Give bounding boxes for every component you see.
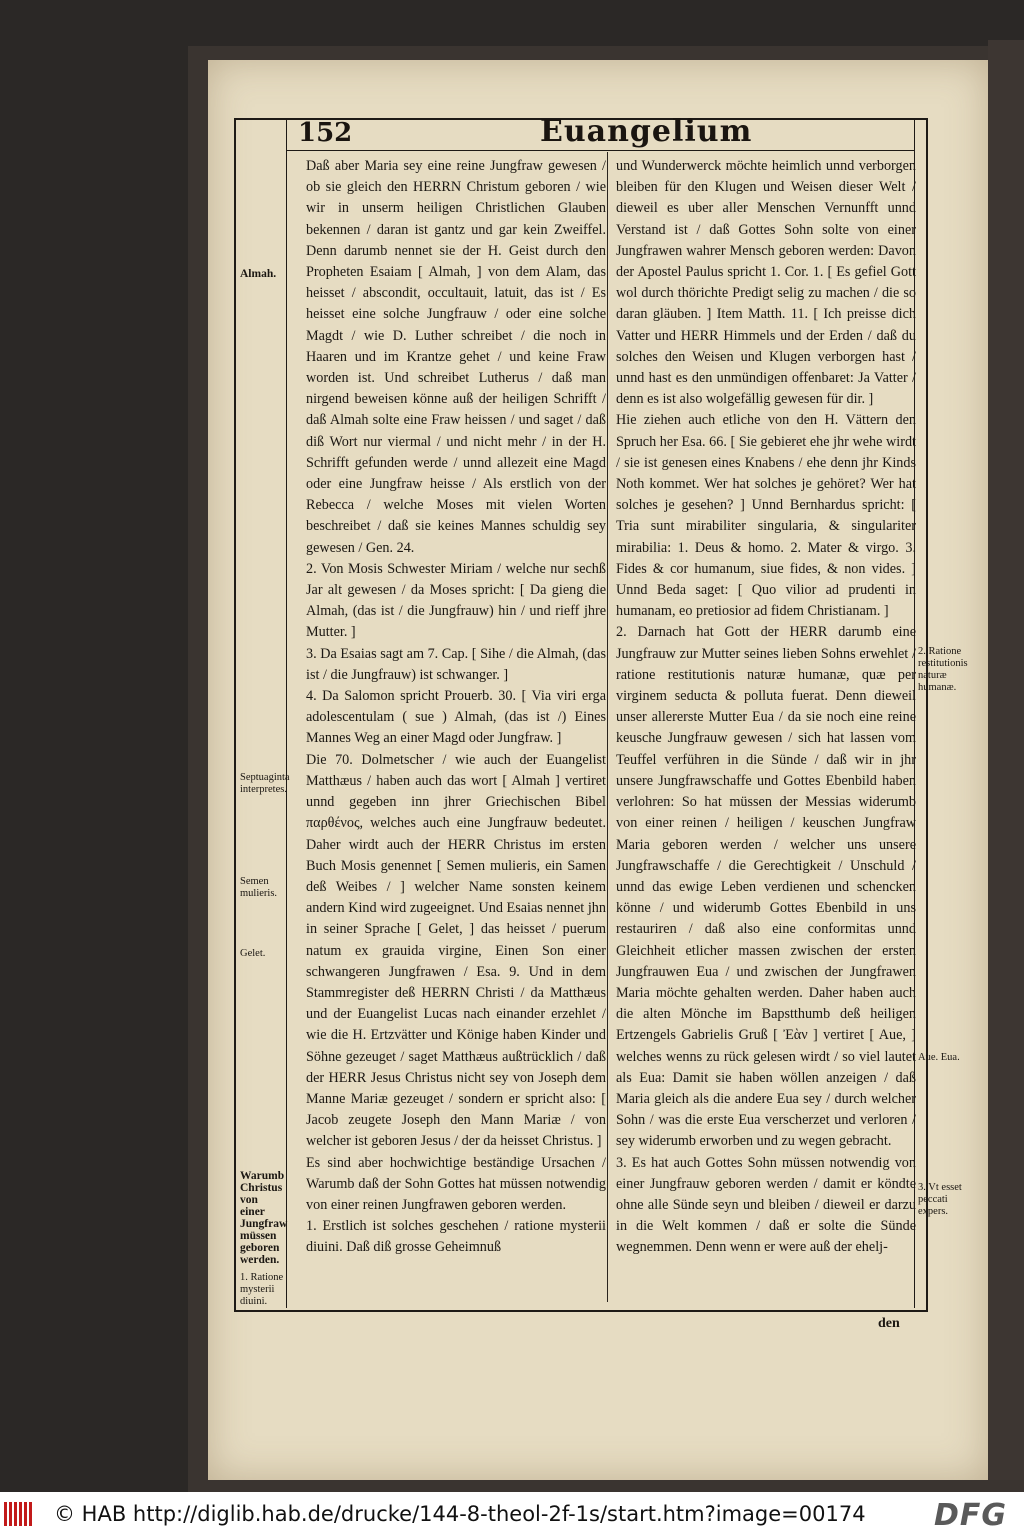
margin-note-warumb: Warumb Christus von einer Jungfraw müssen geboren werden. [240,1170,288,1266]
left-margin-rule [286,118,287,1308]
header-rule [286,150,914,151]
catchword: den [878,1316,900,1331]
facing-page-edge [988,40,1024,1480]
copyright-url[interactable]: © HAB http://diglib.hab.de/drucke/144-8-theol-2f-1s/start.htm?image=00174 [54,1502,866,1526]
left-text-column [306,156,606,1259]
paragraph: 3. Es hat auch Gottes Sohn müssen notwendig von einer Jungfrauw geboren werden / damit er köndte ohne alle Sünde seyn und bleiben / dieweil er darzu in die Welt kommen / daß er solte die Sünde wegnemmen. Denn wenn er were auß der ehelj- [616,1154,916,1256]
paragraph: Es sind aber hochwichtige beständige Ursachen / Warumb daß der Sohn Gottes hat müssen notwendig von einer reinen Jungfrawen geboren werden. [306,1154,606,1213]
paragraph: und Wunderwerck möchte heimlich unnd verborgen bleiben für den Klugen und Weisen dieser Welt / dieweil es uber aller Menschen Vernunfft unnd Verstand ist / daß Gottes Sohn solte von einer Jungfrawen wahrer Mensch geboren werden: Davon der Apostel Paulus spricht 1. Cor. 1. [ Es gefiel Gott wol durch thörichte Predigt selig zu machen / die so daran gläuben. ] Item Matth. 11. [ Ich preisse dich Vatter und HERR Himmels und der Erden / daß du solches den Weisen und Klugen verborgen hast / unnd hast es den unmündigen offenbaret: Ja Vatter / denn es ist also wolgefällig gewesen für dir. ] [616,158,916,408]
margin-note-ratione-1: 1. Ratione mysterii diuini. [240,1272,284,1307]
margin-note-aue: Aue. Eua. [918,1052,960,1063]
paragraph: 1. Erstlich ist solches geschehen / ratione mysterii diuini. Daß diß grosse Geheimnuß [306,1218,606,1256]
margin-note-semen: Semen mulieris. [240,876,278,899]
margin-note-almah: Almah. [240,268,277,280]
running-head: Euangelium [540,114,753,149]
paragraph: 3. Da Esaias sagt am 7. Cap. [ Sihe / die Almah, (das ist / die Jungfrauw) ist schwanger. ] [306,645,606,683]
paragraph: 2. Von Mosis Schwester Miriam / welche nur sechß Jar alt gewesen / da Moses spricht: [ Da gieng die Almah, (das ist / die Jungfrauw) hin / und rieff jhre Mutter. ] [306,560,606,641]
page-number: 152 [298,118,353,148]
right-text-column [616,156,916,1259]
column-divider [607,152,608,1302]
viewer-footer [0,1492,1024,1538]
paragraph: Die 70. Dolmetscher / wie auch der Euangelist Matthæus / haben auch das wort [ Almah ] vertiret unnd gegeben inn jhrer Griechischen Bibel παρθένος, welches auch eine Jungfrauw bedeutet. Daher wirdt auch der HERR Christus im ersten Buch Mosis genennet [ Semen mulieris, ein Samen deß Weibes / ] welcher Name sonsten keinem andern Kind wird zugeeignet. Und Esaias nennet jhn in seiner Sprache [ Gelet, ] das heisset / puerum natum ex grauida virgine, Einen Son einer schwangeren Jungfrawen / Esa. 9. Und in dem Stammregister deß HERRN Christi / da Matthæus und der Euangelist Lucas nach einander erzehlet / wie die H. Ertzvätter und Könige haben Kinder und Söhne gezeuget / saget Matthæus außtrücklich / daß der HERR Jesus Christus nicht sey von Joseph dem Manne Mariæ gezeuget / sondern er spricht also: [ Jacob zeugete Joseph den Mann Mariæ / von welcher ist geboren Jesus / der da heisset Christus. ] [306,751,606,1150]
dfg-logo: DFG [934,1498,1008,1533]
margin-note-ratione-2: 2. Ratione restitutionis naturæ humanæ. [918,646,968,693]
paragraph: 2. Darnach hat Gott der HERR darumb eine Jungfrauw zur Mutter seines lieben Sohns erwehlet / ratione restitutionis naturæ humanæ, quæ per virginem seducta & polluta fuerat. Denn dieweil unser allererste Mutter Eua / da sie noch eine reine keusche Jungfrauw gewesen / sich hat lassen vom Teuffel verführen in die Sünde / daß wir in jhr unsere Jungfrawschaffe und Gottes Ebenbild haben verlohren: So hat müssen der Messias widerumb von einer reinen / heiligen / keuschen Jungfraw Maria geboren werden / welcher uns unsere Jungfrawschaffe / die Gerechtigkeit / Unschuld / unnd das ewige Leben verdienen und schencken könne / und widerumb Gottes Ebenbild in uns restauriren / daß also eine conformitas unnd Gleichheit etlicher massen zwischen der ersten Jungfrauwen Eua / und zwischen der Jungfrawen Maria möchte gehalten werden. Daher haben auch die alten Mönche im Bapstthumb deß heiligen Ertzengels Gabrielis Gruß [ Ἐὰν ] vertiret [ Aue, ] welches wenns zu rück gelesen wirdt / so viel lautet als Eua: Damit sie haben wöllen anzeigen / daß Maria gleich als die andere Eua sey / durch welcher Sohn / was die erste Eua verscherzet und verloren / sey widerumb erworben und zu wegen gebracht. [616,624,916,1150]
hab-logo-icon [4,1502,44,1530]
margin-note-gelet: Gelet. [240,948,266,959]
margin-note-peccati: 3. Vt esset peccati expers. [918,1182,962,1217]
paragraph: Hie ziehen auch etliche von den H. Vättern den Spruch her Esa. 66. [ Sie gebieret ehe jhr wehe wirdt / sie ist genesen eines Knabens / ehe denn jhr Kinds Noth kommet. Wer hat solches je gehöret? Wer hat solches je gesehen? ] Unnd Bernhardus spricht: [ Tria sunt mirabiliter singularia, & singulariter mirabilia: 1. Deus & homo. 2. Mater & virgo. 3. Fides & cor humanum, siue fides, & non vides. ] Unnd Beda saget: [ Quo vilior ad prudenti in humanam, eo pretiosior ad fidem Christianam. ] [616,412,916,620]
paragraph: 4. Da Salomon spricht Prouerb. 30. [ Via viri erga adolescentulam ( sue ) Almah, (das ist /) Eines Mannes Weg an einer Magd oder Jungfraw. ] [306,688,606,747]
paragraph: Daß aber Maria sey eine reine Jungfraw gewesen / ob sie gleich den HERRN Christum geboren / wie wir in unserm heiligen Christlichen Glauben bekennen / daran ist gantz und gar kein Zweiffel. Denn darumb nennet sie der H. Geist durch den Propheten Esaiam [ Almah, ] von dem Alam, das heisset / abscondit, occultauit, latuit, das ist / Es heisset eine solche Jungfrauw / oder eine solche Magdt / wie D. Luther schreibet / die noch in Haaren und im Krantze gehet / und keine Fraw worden ist. Und schreibet Lutherus / daß man nirgend beweisen könne auß der heiligen Schrifft / daß Almah solte eine Fraw heissen / und saget / daß diß Wort nur viermal / und nicht mehr / in der H. Schrifft gefunden werde / unnd allezeit eine Magd oder eine Jungfraw heisse / Als erstlich von der Rebecca / welche Moses mit vielen Worten beschreibet / daß sie keines Mannes schuldig sey gewesen / Gen. 24. [306,158,606,556]
margin-note-septuaginta: Septuaginta interpretes. [240,772,290,795]
